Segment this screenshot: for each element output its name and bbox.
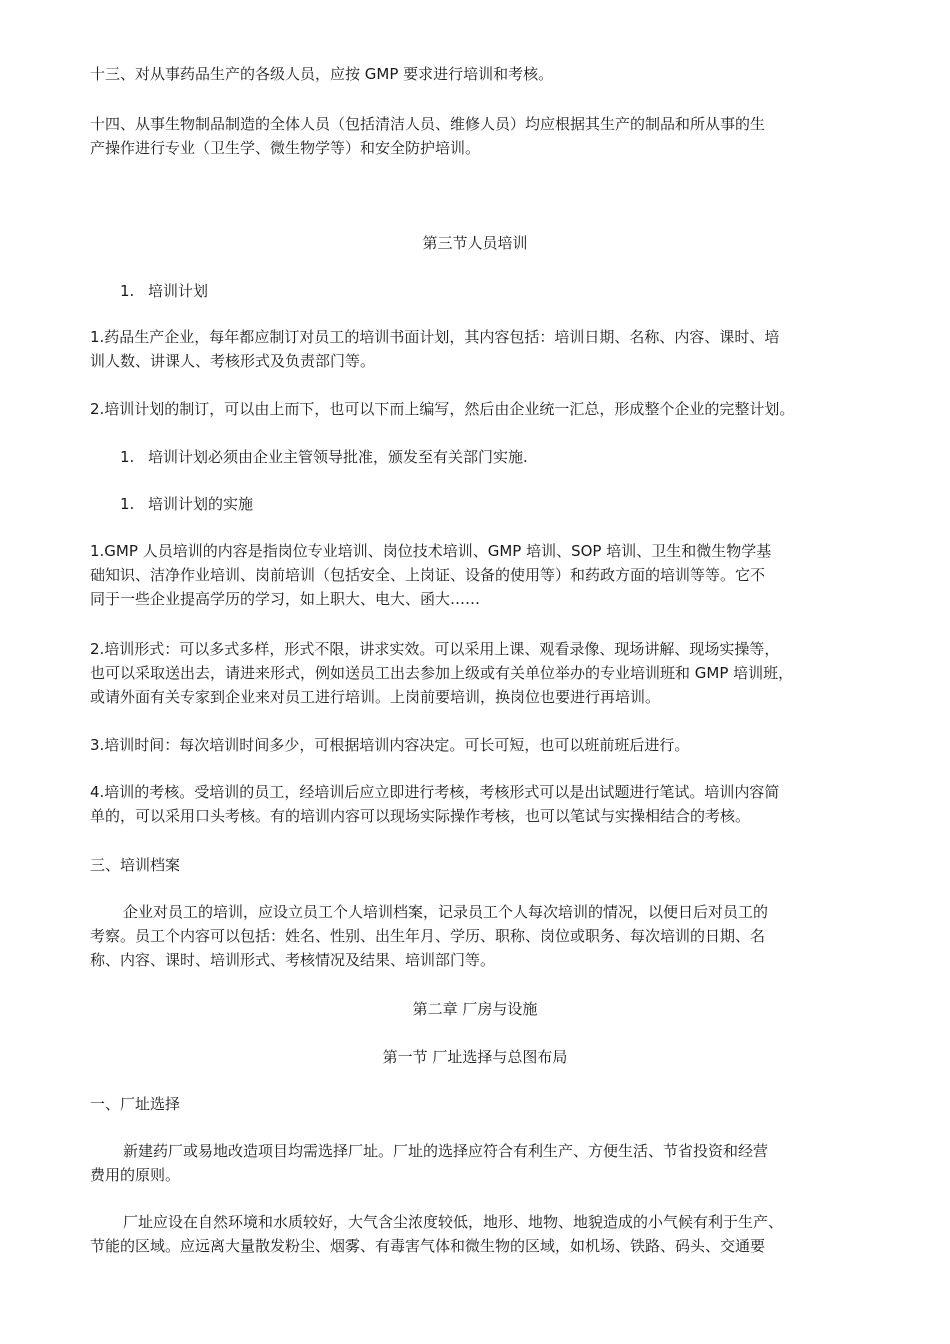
- paragraph-item-14: [90, 112, 880, 160]
- text-line: 或请外面有关专家到企业来对员工进行培训。上岗前要培训，换岗位也要进行再培训。: [90, 688, 661, 706]
- list-number: 1.: [120, 495, 135, 513]
- text-line: 同于一些企业提高学历的学习，如上职大、电大、函大……: [90, 590, 481, 608]
- text-line: 十四、从事生物制品制造的全体人员（包括清洁人员、维修人员）均应根据其生产的制品和所从事的生: [90, 115, 766, 133]
- text-line: 费用的原则。: [90, 1166, 181, 1184]
- section-title-personnel-training: 第三节人员培训: [422, 234, 528, 252]
- list-number: 1.: [120, 448, 135, 466]
- text-line: 称、内容、课时、培训形式、考核情况及结果、培训部门等。: [90, 951, 496, 969]
- list-item-plan-approval: [120, 445, 910, 469]
- section-title-site-selection: 第一节 厂址选择与总图布局: [382, 1048, 568, 1066]
- chapter-title-facilities: 第二章 厂房与设施: [412, 1000, 538, 1018]
- text-line: 十三、对从事药品生产的各级人员，应按 GMP 要求进行培训和考核。: [90, 65, 554, 83]
- paragraph-item-13: [90, 62, 880, 86]
- list-item-plan-implementation: [120, 492, 910, 516]
- paragraph-site-body-1: [90, 1139, 880, 1187]
- text-line: 础知识、洁净作业培训、岗前培训（包括安全、上岗证、设备的使用等）和药政方面的培训等等。它不: [90, 566, 766, 584]
- paragraph-plan-2: [90, 397, 880, 421]
- text-line: 1.药品生产企业，每年都应制订对员工的培训书面计划，其内容包括：培训日期、名称、内容、课时、培: [90, 328, 780, 346]
- text-line: 也可以采取送出去，请进来形式，例如送员工出去参加上级或有关单位举办的专业培训班和 GMP 培训班，: [90, 664, 794, 682]
- text-line: 厂址应设在自然环境和水质较好，大气含尘浓度较低，地形、地物、地貌造成的小气候有利于生产、: [123, 1213, 784, 1231]
- heading-site-selection: 一、厂址选择: [90, 1095, 181, 1113]
- list-number: 1.: [120, 282, 135, 300]
- text-line: 2.培训形式：可以多式多样，形式不限，讲求实效。可以采用上课、观看录像、现场讲解、现场实操等，: [90, 640, 780, 658]
- paragraph-plan-1: [90, 325, 880, 373]
- text-line: 产操作进行专业（卫生学、微生物学等）和安全防护培训。: [90, 139, 481, 157]
- list-item-training-plan: [120, 279, 910, 303]
- list-text: 培训计划必须由企业主管领导批准，颁发至有关部门实施.: [148, 448, 528, 466]
- text-line: 企业对员工的培训，应设立员工个人培训档案，记录员工个人每次培训的情况，以便日后对员工的: [123, 903, 769, 921]
- paragraph-site-body-2: [90, 1210, 880, 1258]
- text-line: 2.培训计划的制订，可以由上而下，也可以下而上编写，然后由企业统一汇总，形成整个企业的完整计划。: [90, 400, 795, 418]
- text-line: 4.培训的考核。受培训的员工，经培训后应立即进行考核，考核形式可以是出试题进行笔试。培训内容简: [90, 783, 780, 801]
- text-line: 3.培训时间：每次培训时间多少，可根据培训内容决定。可长可短，也可以班前班后进行。: [90, 736, 690, 754]
- text-line: 训人数、讲课人、考核形式及负责部门等。: [90, 352, 376, 370]
- paragraph-impl-2: [90, 637, 880, 709]
- paragraph-impl-4: [90, 780, 880, 828]
- text-line: 1.GMP 人员培训的内容是指岗位专业培训、岗位技术培训、GMP 培训、SOP 培训、卫生和微生物学基: [90, 542, 772, 560]
- paragraph-archive-body: [90, 900, 880, 972]
- paragraph-impl-1: [90, 539, 880, 611]
- text-line: 新建药厂或易地改造项目均需选择厂址。厂址的选择应符合有利生产、方便生活、节省投资和经营: [123, 1142, 769, 1160]
- heading-training-archive: 三、培训档案: [90, 856, 181, 874]
- paragraph-impl-3: [90, 733, 880, 757]
- text-line: 节能的区域。应远离大量散发粉尘、烟雾、有毒害气体和微生物的区域，如机场、铁路、码头、交通要: [90, 1237, 766, 1255]
- list-text: 培训计划: [148, 282, 209, 300]
- list-text: 培训计划的实施: [148, 495, 254, 513]
- text-line: 考察。员工个内容可以包括：姓名、性别、出生年月、学历、职称、岗位或职务、每次培训的日期、名: [90, 927, 766, 945]
- text-line: 单的，可以采用口头考核。有的培训内容可以现场实际操作考核，也可以笔试与实操相结合的考核。: [90, 807, 751, 825]
